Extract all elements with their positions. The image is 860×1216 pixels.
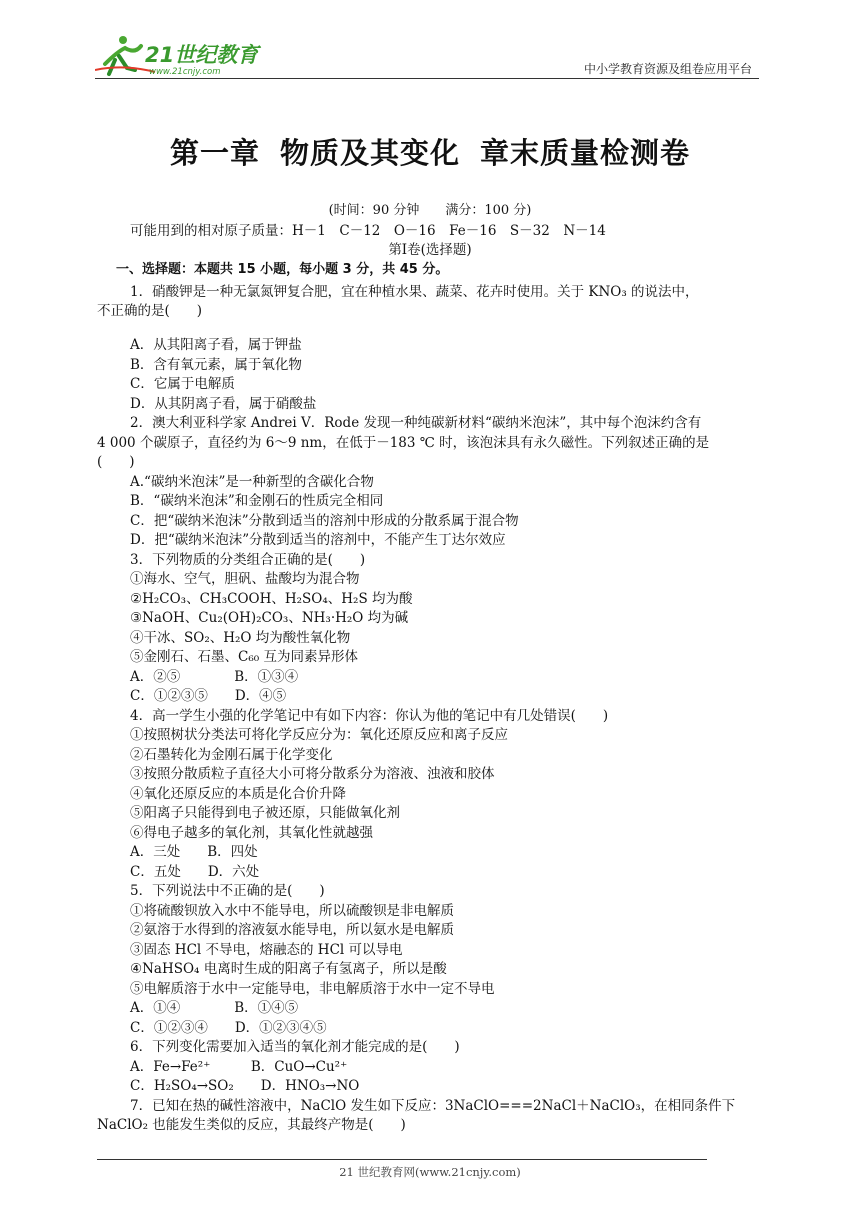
q4-options-ab: A．三处 B．四处: [130, 844, 258, 860]
q5-options-cd: C．①②③④ D．①②③④⑤: [130, 1020, 327, 1036]
q5-statement-4: ④NaHSO₄ 电离时生成的阳离子有氢离子，所以是酸: [130, 961, 447, 977]
page-footer: 21 世纪教育网(www.21cnjy.com): [339, 1165, 521, 1179]
q4-options-cd: C．五处 D．六处: [130, 864, 260, 880]
q2-stem-blank: ( ): [97, 454, 135, 470]
q1-option-d: D．从其阴离子看，属于硝酸盐: [130, 396, 317, 412]
q3-statement-3: ③NaOH、Cu₂(OH)₂CO₃、NH₃·H₂O 均为碱: [130, 610, 409, 626]
atomic-masses: 可能用到的相对原子质量：H－1 C－12 O－16 Fe－16 S－32 N－14: [130, 223, 606, 239]
logo-text: 21世纪教育: [145, 43, 259, 67]
q4-statement-5: ⑤阳离子只能得到电子被还原，只能做氧化剂: [130, 805, 400, 821]
q1-option-b: B．含有氧元素，属于氧化物: [130, 357, 302, 373]
title-chapter: 第一章: [169, 136, 260, 170]
q6-stem: 6．下列变化需要加入适当的氧化剂才能完成的是( ): [130, 1039, 460, 1055]
logo-url: www.21cnjy.com: [149, 67, 221, 77]
q2-option-c: C．把“碳纳米泡沫”分散到适当的溶剂中形成的分散系属于混合物: [130, 513, 519, 529]
q4-statement-2: ②石墨转化为金刚石属于化学变化: [130, 747, 333, 763]
q3-statement-5: ⑤金刚石、石墨、C₆₀ 互为同素异形体: [130, 649, 358, 665]
q3-stem: 3．下列物质的分类组合正确的是( ): [130, 552, 366, 568]
title-exam: 章末质量检测卷: [480, 136, 691, 170]
q1-stem-cont: 不正确的是( ): [97, 303, 203, 319]
q1-stem: 1．硝酸钾是一种无氯氮钾复合肥，宜在种植水果、蔬菜、花卉时使用。关于 KNO₃ 的说法中，: [130, 284, 699, 300]
q4-statement-1: ①按照树状分类法可将化学反应分为：氧化还原反应和离子反应: [130, 727, 508, 743]
q1-option-a: A．从其阳离子看，属于钾盐: [130, 337, 302, 353]
section-title: 第Ⅰ卷(选择题): [388, 242, 472, 258]
q3-statement-2: ②H₂CO₃、CH₃COOH、H₂SO₄、H₂S 均为酸: [130, 591, 413, 607]
q5-statement-3: ③固态 HCl 不导电，熔融态的 HCl 可以导电: [130, 942, 403, 958]
q6-options-ab: A．Fe→Fe²⁺ B．CuO→Cu²⁺: [130, 1059, 348, 1075]
q3-statement-1: ①海水、空气，胆矾、盐酸均为混合物: [130, 571, 360, 587]
q7-stem-cont: NaClO₂ 也能发生类似的反应，其最终产物是( ): [97, 1117, 406, 1133]
q3-options-ab: A．②⑤ B．①③④: [130, 669, 299, 685]
part-heading: 一、选择题：本题共 15 小题，每小题 3 分，共 45 分。: [116, 262, 449, 277]
q4-statement-6: ⑥得电子越多的氧化剂，其氧化性就越强: [130, 825, 373, 841]
q2-stem: 2．澳大利亚科学家 Andrei V．Rode 发现一种纯碳新材料“碳纳米泡沫”，其中每个泡沫约含有: [130, 415, 702, 431]
q5-statement-5: ⑤电解质溶于水中一定能导电，非电解质溶于水中一定不导电: [130, 981, 495, 997]
q7-stem: 7．已知在热的碱性溶液中，NaClO 发生如下反应：3NaClO===2NaCl＋NaClO₃，在相同条件下: [130, 1098, 736, 1114]
q4-statement-3: ③按照分散质粒子直径大小可将分散系分为溶液、浊液和胶体: [130, 766, 495, 782]
footer-divider: [97, 1159, 707, 1160]
q5-options-ab: A．①④ B．①④⑤: [130, 1000, 299, 1016]
q2-option-a: A.“碳纳米泡沫”是一种新型的含碳化合物: [130, 474, 374, 490]
title-topic: 物质及其变化: [279, 136, 460, 170]
q3-statement-4: ④干冰、SO₂、H₂O 均为酸性氧化物: [130, 630, 351, 646]
site-title: 中小学教育资源及组卷应用平台: [583, 62, 752, 76]
q4-statement-4: ④氧化还原反应的本质是化合价升降: [130, 786, 346, 802]
q2-option-b: B．“碳纳米泡沫”和金刚石的性质完全相同: [130, 493, 384, 509]
q4-stem: 4．高一学生小强的化学笔记中有如下内容：你认为他的笔记中有几处错误( ): [130, 708, 609, 724]
header-divider: [95, 78, 759, 79]
page-title: [0, 131, 860, 172]
page-header: [95, 34, 760, 80]
q1-option-c: C．它属于电解质: [130, 376, 235, 392]
q5-statement-2: ②氨溶于水得到的溶液氨水能导电，所以氨水是电解质: [130, 922, 454, 938]
q2-stem-cont: 4 000 个碳原子，直径约为 6～9 nm，在低于－183 ℃ 时，该泡沫具有永久磁性。下列叙述正确的是: [97, 435, 710, 451]
q6-options-cd: C．H₂SO₄→SO₂ D．HNO₃→NO: [130, 1078, 360, 1094]
q5-stem: 5．下列说法中不正确的是( ): [130, 883, 325, 899]
logo: [95, 34, 265, 78]
q5-statement-1: ①将硫酸钡放入水中不能导电，所以硫酸钡是非电解质: [130, 903, 454, 919]
time-limit: (时间：90 分钟 满分：100 分): [328, 203, 532, 218]
q2-option-d: D．把“碳纳米泡沫”分散到适当的溶剂中，不能产生丁达尔效应: [130, 532, 506, 548]
q3-options-cd: C．①②③⑤ D．④⑤: [130, 688, 287, 704]
